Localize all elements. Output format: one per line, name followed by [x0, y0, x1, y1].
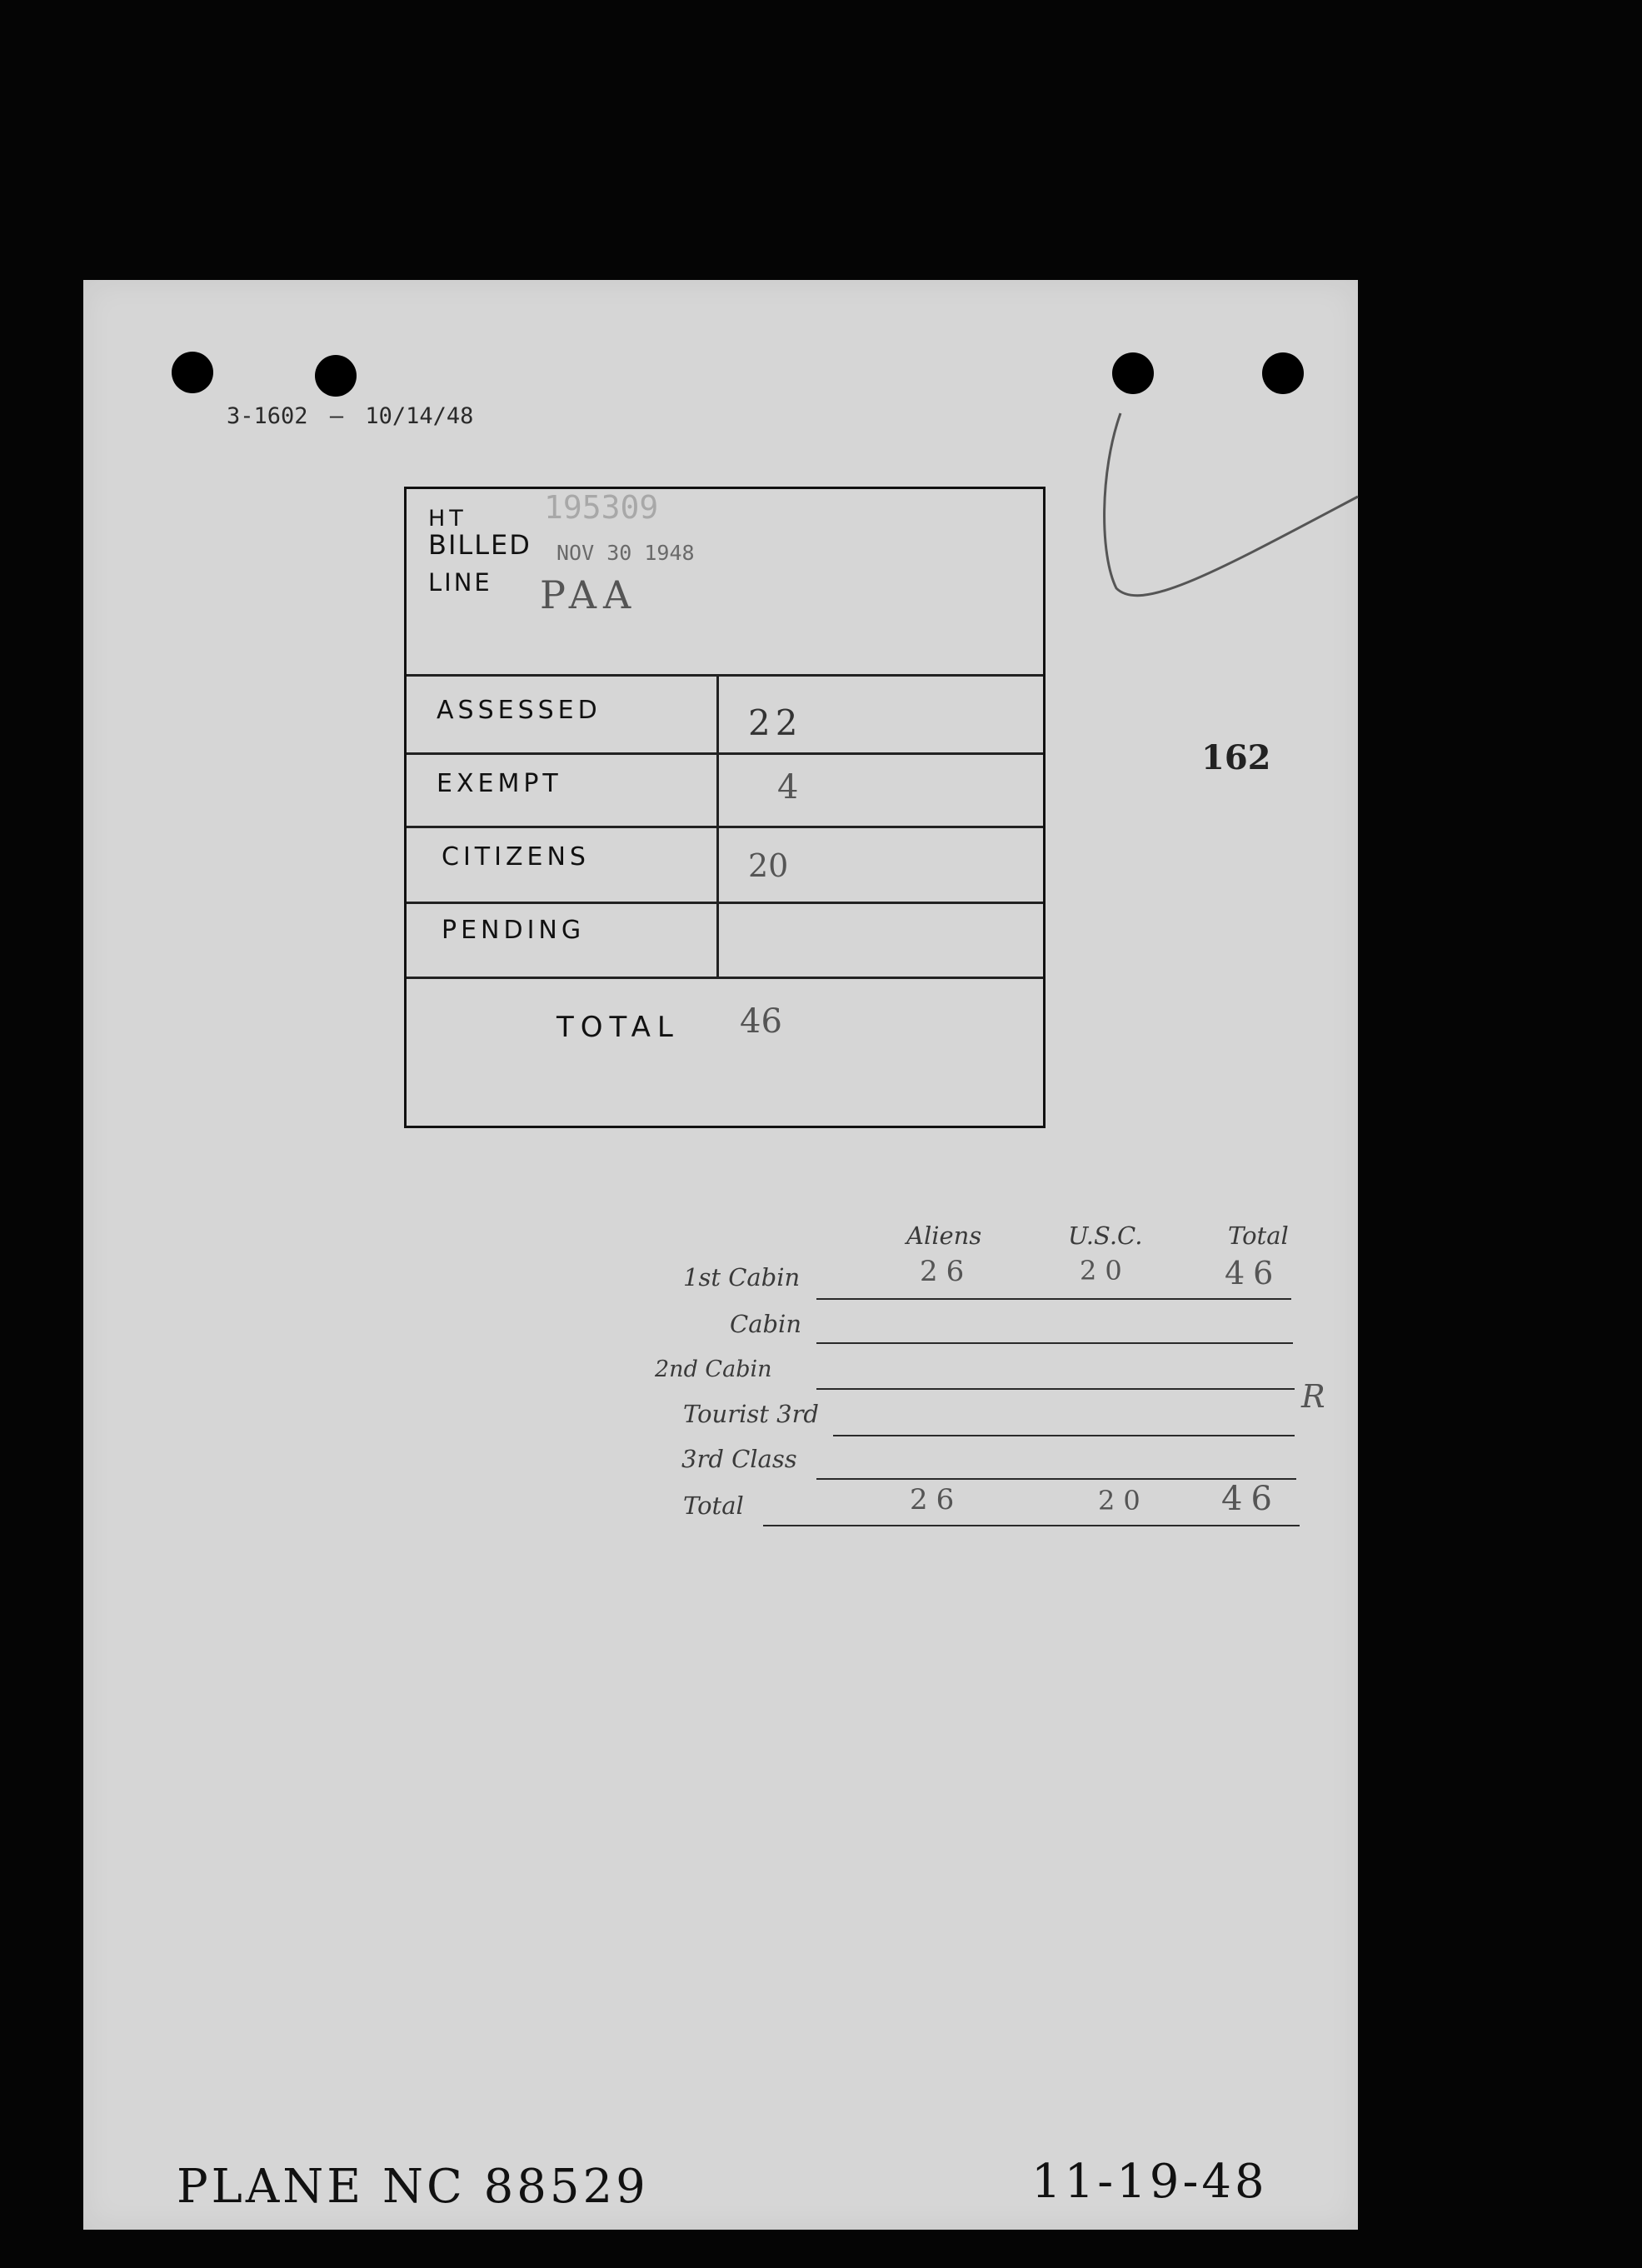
summary-row-total: 46 [1225, 1255, 1282, 1291]
header-dash: — [329, 403, 344, 429]
punch-hole-1 [172, 352, 213, 393]
initial-mark: R [1301, 1378, 1325, 1415]
check-mark-icon [1091, 405, 1366, 622]
label-ht: HT [428, 506, 467, 532]
stamp-number: 195309 [544, 489, 659, 526]
total-label: TOTAL [556, 1011, 680, 1044]
summary-row-usc: 20 [1080, 1255, 1130, 1286]
footer-date: 11-19-48 [1031, 2155, 1268, 2209]
summary-total-label: Total [683, 1491, 744, 1520]
punch-hole-3 [1112, 352, 1154, 394]
plane-notation: PLANE NC 88529 [177, 2160, 649, 2214]
column-header-aliens: Aliens [906, 1221, 982, 1250]
summary-total-total: 46 [1221, 1480, 1280, 1518]
reference-date: 10/14/48 [365, 403, 474, 429]
summary-total-aliens: 26 [910, 1483, 963, 1516]
punch-hole-2 [315, 355, 357, 397]
label-line: LINE [428, 568, 492, 597]
row-label-assessed: ASSESSED [437, 696, 601, 725]
row-value-citizens: 20 [748, 847, 789, 884]
row-value-exempt: 4 [777, 768, 799, 807]
punch-hole-4 [1262, 352, 1304, 394]
column-header-total: Total [1228, 1221, 1289, 1250]
summary-row-label: 1st Cabin [683, 1263, 801, 1291]
stamp-billed-date: NOV 30 1948 [556, 541, 695, 565]
column-header-usc: U.S.C. [1068, 1221, 1143, 1250]
document-page [83, 280, 1358, 2230]
summary-row-label: 3rd Class [681, 1445, 797, 1473]
summary-row-label: 2nd Cabin [655, 1356, 772, 1382]
summary-total-usc: 20 [1098, 1485, 1149, 1516]
total-value: 46 [740, 1002, 782, 1041]
row-label-citizens: CITIZENS [442, 842, 590, 872]
row-value-assessed: 22 [748, 702, 803, 743]
label-billed: BILLED [428, 529, 532, 561]
line-value: PAA [540, 572, 638, 617]
summary-row-label: Cabin [730, 1310, 801, 1338]
assessment-form [404, 487, 1046, 1128]
reference-number: 3-1602 [227, 403, 308, 429]
row-label-pending: PENDING [442, 916, 586, 945]
summary-row-label: Tourist 3rd [683, 1400, 819, 1428]
reference-header [227, 403, 473, 429]
row-label-exempt: EXEMPT [437, 769, 562, 798]
summary-row-aliens: 26 [920, 1255, 973, 1288]
page-number: 162 [1201, 738, 1271, 777]
